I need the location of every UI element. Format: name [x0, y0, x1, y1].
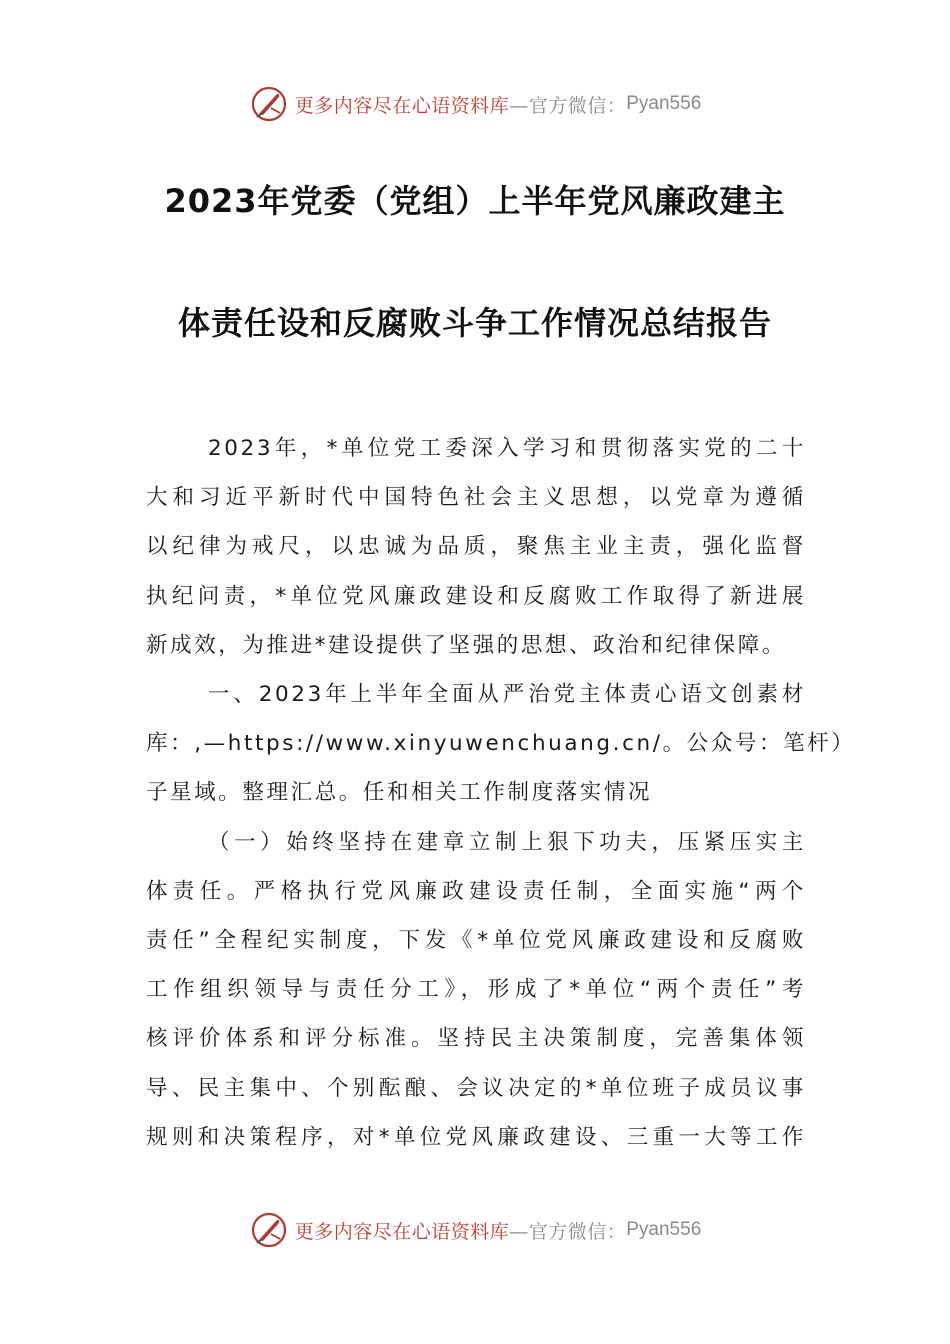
document-title-line-1: 2023年党委（党组）上半年党风廉政建主: [164, 182, 786, 220]
body-line: 责任”全程纪实制度，下发《*单位党风廉政建设和反腐败: [146, 928, 806, 954]
footer-banner: [0, 1208, 950, 1252]
body-line: 大和习近平新时代中国特色社会主义思想，以党章为遵循: [146, 485, 806, 511]
footer-wechat-id: Pyan556: [626, 1219, 702, 1240]
body-line: （一）始终坚持在建章立制上狠下功夫，压紧压实主: [208, 829, 806, 855]
body-line: 工作组织领导与责任分工》，形成了*单位“两个责任”考: [146, 977, 806, 1003]
quill-logo-icon: [249, 1210, 289, 1250]
body-line: 体责任。严格执行党风廉政建设责任制，全面实施“两个: [146, 878, 806, 904]
document-body: [146, 424, 856, 1162]
body-line: 2023年，*单位党工委深入学习和贯彻落实党的二十: [208, 436, 806, 461]
footer-official-text: —官方微信：: [509, 1220, 627, 1243]
body-line: 导、民主集中、个别酝酿、会议决定的*单位班子成员议事: [146, 1075, 806, 1101]
header-wechat-id: Pyan556: [626, 93, 702, 114]
body-line: 新成效，为推进*建设提供了坚强的思想、政治和纪律保障。: [146, 632, 786, 658]
paragraph-subsection-one: [146, 818, 806, 1162]
paragraph-intro: [146, 424, 806, 670]
document-title-line-2: 体责任设和反腐败斗争工作情况总结报告: [177, 304, 772, 342]
body-line: 核评价体系和评分标准。坚持民主决策制度，完善集体领: [146, 1026, 806, 1052]
footer-brand-text: 更多内容尽在心语资料库: [294, 1220, 510, 1243]
body-line: 执纪问责，*单位党风廉政建设和反腐败工作取得了新进展: [146, 583, 806, 609]
body-line: 规则和决策程序，对*单位党风廉政建设、三重一大等工作: [146, 1124, 806, 1150]
header-official-text: —官方微信：: [509, 94, 627, 117]
body-line: 以纪律为戒尺，以忠诚为品质，聚焦主业主责，强化监督: [146, 534, 806, 560]
body-line: 子星域。整理汇总。任和相关工作制度落实情况: [146, 780, 653, 806]
body-line: 库：,—https://www.xinyuwenchuang.cn/。公众号：笔杆）: [146, 731, 856, 757]
body-line: 一、2023年上半年全面从严治党主体责心语文创素材: [208, 682, 806, 708]
quill-logo-icon: [249, 84, 289, 124]
header-brand-text: 更多内容尽在心语资料库: [294, 94, 510, 117]
paragraph-section-one: [146, 670, 856, 818]
header-banner: [0, 82, 950, 126]
